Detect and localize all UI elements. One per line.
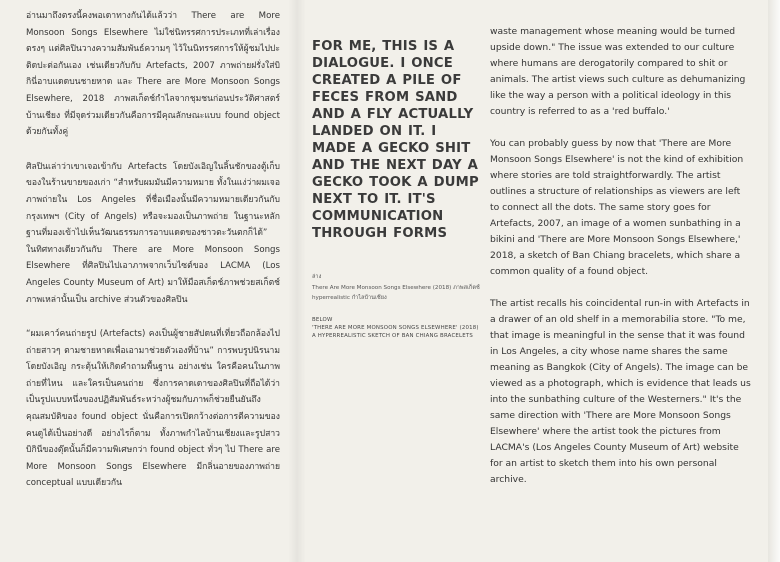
english-paragraph-3: The artist recalls his coincidental run-in with Artefacts in a drawer of an old shelf in a memorabilia store. "To me, that image is meaningful in the sense that it was found in Los Angeles, a city whose name shares the same meaning as Bangkok (City of Angels). The image can be viewed as a photograph, which is evidence that leads us into the sunbathing culture of the Westerners." It's the same direction with 'There are More Monsoon Songs Elsewhere' where the artist took the pictures from LACMA's (Los Angeles County Museum of Art) website for an artist to sketch them into his own personal archive. bbox=[490, 298, 751, 485]
scan-edge bbox=[768, 0, 780, 562]
page-fold-shadow bbox=[288, 0, 306, 562]
caption-thai-text: There Are More Monsoon Songs Elsewhere (2018) ภาพสเก็ตช์ hyperrealistic กำไลบ้านเชียง bbox=[312, 284, 480, 302]
thai-paragraph-2: ศิลปินเล่าว่าเขาเจอเข้ากับ Artefacts โดยบังเอิญในลิ้นชักของตู้เก็บของในร้านขายของเก่า “สำหรับผมมันมีความหมาย ทั้งในแง่ว่าผมเจอภาพถ่ายใน Los Angeles ที่ชื่อเมืองนั้นมีความหมายเดียวกันกับกรุงเทพฯ (City of Angels) หรือจะมองเป็นภาพถ่าย ในฐานะหลักฐานที่มองเข้าไปเห็นวัฒนธรรมการอาบแดดของชาวตะวันตกก็ได้” ในทิศทางเดียวกันกับ There are More Monsoon Songs Elsewhere ที่ศิลปินไปเอาภาพจากเว็บไซต์ของ LACMA (Los Angeles County Museum of Art) มาให้มือสเก็ตช์ภาพช่วยสเก็ตช์ภาพเหล่านั้นเป็น archive ส่วนตัวของศิลปิน bbox=[26, 161, 280, 305]
thai-paragraph-3: “ผมเคาว์คนถ่ายรูป (Artefacts) คงเป็นผู้ชายสัปดนที่เที่ยวถือกล้องไปถ่ายสาวๆ ตามชายหาดเพื่อเอามาช่วยตัวเองที่บ้าน” การพบรูปนิรนามโดยบังเอิญ กระตุ้นให้เกิดคำถามพื้นฐาน อย่างเช่น ใครคือคนในภาพ ถ่ายที่ไหน และใครเป็นคนถ่าย ซึ่งการคาดเดาของศิลปินที่ถือได้ว่าเป็นรูปแบบหนึ่งของปฏิสัมพันธ์ระหว่างผู้ชมกับภาพก็ช่วยยืนยันถึงคุณสมบัติของ found object นั่นคือการเปิดกว้างต่อการตีความของคนดูได้เป็นอย่างดี อย่างไรก็ตาม ทั้งภาพกำไลบ้านเชียงและรูปสาวบิกินีของตุ๊ดนั้นก็มีความพิเศษกว่า found object ทั่วๆ ไป There are More Monsoon Songs Elsewhere มีกลิ่นอายของภาพถ่าย conceptual แบบเดียวกัน bbox=[26, 329, 280, 489]
pull-quote: FOR ME, THIS IS A DIALOGUE. I ONCE CREATED A PILE OF FECES FROM SAND AND A FLY ACTUALLY LANDED ON IT. I MADE A GECKO SHIT AND THE NEXT DAY A GECKO TOOK A DUMP NEXT TO IT. IT'S COMMUNICATION THROUGH FORMS bbox=[312, 39, 479, 241]
english-text-column bbox=[490, 24, 752, 504]
caption-english-text: 'THERE ARE MORE MONSOON SONGS ELSEWHERE' (2018) A HYPERREALISTIC SKETCH OF BAN CHIANG BRACELETS bbox=[312, 324, 479, 340]
caption-thai bbox=[312, 272, 480, 304]
caption-thai-label: ล่าง bbox=[312, 274, 322, 280]
caption-english bbox=[312, 316, 480, 341]
thai-paragraph-1: อ่านมาถึงตรงนี้คงพอเดาทางกันได้แล้วว่า There are More Monsoon Songs Elsewhere ไม่ใช่นิทรรศการประเภทที่เล่าเรื่องตรงๆ แต่ศิลปินวางความสัมพันธ์ความๆ ไว้ในนิทรรศการให้ผู้ชมไปปะติดปะต่อกันเอง เช่นเดียวกับกับ Artefacts, 2007 ภาพถ่ายฝรั่งใส่บิกินี่อาบแดดบนชายหาด และ There are More Monsoon Songs Elsewhere, 2018 ภาพสเก็ตช์กำไลจากชุมชนก่อนประวัติศาสตร์บ้านเชียง ที่มีจุดร่วมเดียวกันคือการมีคุณลักษณะแบบ found object ด้วยกันทั้งคู่ bbox=[26, 11, 280, 138]
pull-quote-column bbox=[312, 38, 480, 340]
english-paragraph-1: waste management whose meaning would be turned upside down." The issue was extended to our culture where humans are derogatorily compared to shit or animals. The artist views such culture as dehumanizing like the way a person with a political ideology in this country is referred to as a 'red buffalo.' bbox=[490, 26, 746, 117]
english-paragraph-2: You can probably guess by now that 'There are More Monsoon Songs Elsewhere' is not the kind of exhibition where stories are told straightforwardly. The artist outlines a structure of relationships as viewers are left to connect all the dots. The same story goes for Artefacts, 2007, an image of a women sunbathing in a bikini and 'There are More Monsoon Songs Elsewhere,' 2018, a sketch of Ban Chiang bracelets, which share a common quality of a found object. bbox=[490, 138, 744, 277]
thai-text-column bbox=[26, 8, 280, 510]
caption-english-label: BELOW bbox=[312, 316, 333, 323]
